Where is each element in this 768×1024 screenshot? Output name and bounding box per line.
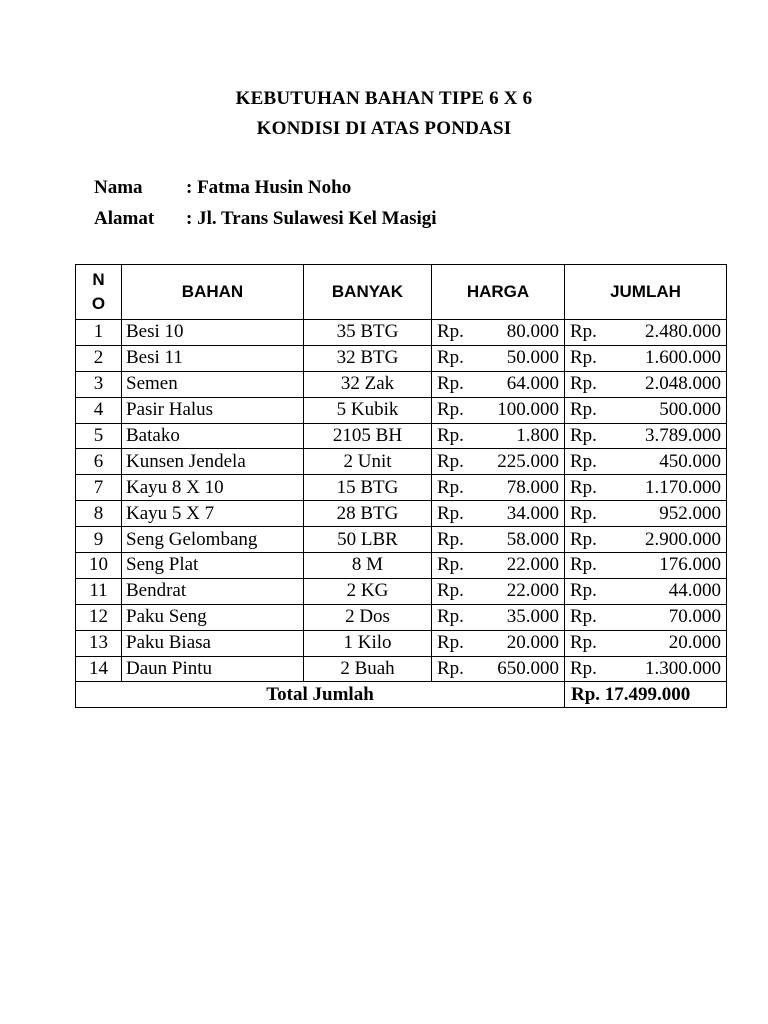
harga-amount: 650.000 — [497, 658, 559, 680]
jumlah-amount: 1.170.000 — [645, 476, 721, 498]
row-jumlah — [565, 578, 727, 604]
harga-amount: 22.000 — [506, 554, 559, 576]
table-row — [76, 345, 727, 371]
jumlah-amount: 952.000 — [659, 502, 721, 524]
currency-label: Rp. — [437, 554, 464, 576]
header-jumlah: JUMLAH — [565, 265, 727, 320]
row-bahan: Besi 11 — [122, 345, 304, 371]
table-row — [76, 423, 727, 449]
row-no: 7 — [76, 475, 122, 501]
currency-label: Rp. — [570, 450, 597, 472]
total-label: Total Jumlah — [76, 682, 565, 708]
row-bahan: Kayu 8 X 10 — [122, 475, 304, 501]
row-no: 2 — [76, 345, 122, 371]
row-bahan: Bendrat — [122, 578, 304, 604]
row-harga — [432, 345, 565, 371]
header-bahan: BAHAN — [122, 265, 304, 320]
row-banyak: 5 Kubik — [304, 397, 432, 423]
currency-label: Rp. — [437, 450, 464, 472]
row-banyak: 1 Kilo — [304, 630, 432, 656]
name-value: : Fatma Husin Noho — [186, 177, 352, 198]
header-no-line1: N — [92, 270, 105, 289]
harga-amount: 80.000 — [506, 321, 559, 343]
header-harga: HARGA — [432, 265, 565, 320]
table-row — [76, 656, 727, 682]
row-jumlah — [565, 423, 727, 449]
row-jumlah — [565, 371, 727, 397]
row-no: 3 — [76, 371, 122, 397]
harga-amount: 1.800 — [516, 425, 559, 446]
row-bahan: Pasir Halus — [122, 397, 304, 423]
row-banyak: 32 BTG — [304, 345, 432, 371]
currency-label: Rp. — [570, 580, 597, 602]
table-row — [76, 371, 727, 397]
row-banyak: 35 BTG — [304, 320, 432, 346]
table-row — [76, 527, 727, 553]
row-banyak: 2 Buah — [304, 656, 432, 682]
row-bahan: Kunsen Jendela — [122, 449, 304, 475]
row-bahan: Kayu 5 X 7 — [122, 501, 304, 527]
row-no: 5 — [76, 423, 122, 449]
harga-amount: 64.000 — [506, 373, 559, 395]
currency-label: Rp. — [570, 606, 597, 628]
jumlah-amount: 450.000 — [659, 450, 721, 472]
row-harga — [432, 578, 565, 604]
currency-label: Rp. — [570, 476, 597, 498]
harga-amount: 35.000 — [506, 606, 559, 628]
row-no: 9 — [76, 527, 122, 553]
row-harga — [432, 423, 565, 449]
row-harga — [432, 475, 565, 501]
currency-label: Rp. — [437, 658, 464, 680]
row-banyak: 28 BTG — [304, 501, 432, 527]
row-no: 6 — [76, 449, 122, 475]
total-value-text: Rp. 17.499.000 — [571, 683, 691, 705]
row-jumlah — [565, 501, 727, 527]
row-bahan: Paku Biasa — [122, 630, 304, 656]
row-no: 1 — [76, 320, 122, 346]
jumlah-amount: 20.000 — [668, 632, 721, 654]
row-bahan: Seng Gelombang — [122, 527, 304, 553]
currency-label: Rp. — [437, 502, 464, 524]
currency-label: Rp. — [437, 476, 464, 498]
currency-label: Rp. — [570, 321, 597, 343]
table-row — [76, 320, 727, 346]
jumlah-amount: 1.600.000 — [645, 347, 721, 369]
row-bahan: Semen — [122, 371, 304, 397]
harga-amount: 34.000 — [506, 502, 559, 524]
harga-amount: 20.000 — [506, 632, 559, 654]
currency-label: Rp. — [437, 528, 464, 550]
row-jumlah — [565, 553, 727, 579]
address-line — [94, 208, 437, 230]
harga-amount: 225.000 — [497, 450, 559, 472]
row-banyak: 2105 BH — [304, 423, 432, 449]
document-subtitle: KONDISI DI ATAS PONDASI — [256, 118, 512, 139]
row-jumlah — [565, 449, 727, 475]
harga-amount: 58.000 — [506, 528, 559, 550]
currency-label: Rp. — [437, 321, 464, 343]
row-banyak: 2 KG — [304, 578, 432, 604]
currency-label: Rp. — [570, 658, 597, 680]
table-row — [76, 578, 727, 604]
currency-label: Rp. — [437, 606, 464, 628]
header-no-line2: O — [91, 294, 106, 313]
currency-label: Rp. — [437, 347, 464, 369]
address-value: : Jl. Trans Sulawesi Kel Masigi — [186, 208, 437, 229]
row-banyak: 32 Zak — [304, 371, 432, 397]
jumlah-amount: 176.000 — [659, 554, 721, 576]
currency-label: Rp. — [570, 554, 597, 576]
table-row — [76, 449, 727, 475]
currency-label: Rp. — [437, 399, 464, 421]
harga-amount: 22.000 — [506, 580, 559, 602]
materials-table — [75, 264, 727, 708]
row-banyak: 50 LBR — [304, 527, 432, 553]
currency-label: Rp. — [437, 632, 464, 654]
table-row — [76, 604, 727, 630]
jumlah-amount: 44.000 — [668, 580, 721, 602]
harga-amount: 100.000 — [497, 399, 559, 421]
currency-label: Rp. — [437, 580, 464, 602]
row-no: 10 — [76, 553, 122, 579]
currency-label: Rp. — [570, 425, 597, 446]
header-no — [76, 265, 122, 320]
row-harga — [432, 501, 565, 527]
currency-label: Rp. — [437, 425, 464, 446]
jumlah-amount: 1.300.000 — [645, 658, 721, 680]
row-banyak: 2 Unit — [304, 449, 432, 475]
row-no: 8 — [76, 501, 122, 527]
row-harga — [432, 630, 565, 656]
jumlah-amount: 2.048.000 — [645, 373, 721, 395]
currency-label: Rp. — [570, 632, 597, 654]
row-harga — [432, 320, 565, 346]
row-jumlah — [565, 656, 727, 682]
table-row — [76, 475, 727, 501]
currency-label: Rp. — [570, 399, 597, 421]
row-no: 13 — [76, 630, 122, 656]
row-no: 4 — [76, 397, 122, 423]
row-jumlah — [565, 604, 727, 630]
row-harga — [432, 449, 565, 475]
table-row — [76, 397, 727, 423]
row-harga — [432, 371, 565, 397]
row-banyak: 15 BTG — [304, 475, 432, 501]
row-bahan: Batako — [122, 423, 304, 449]
row-bahan: Paku Seng — [122, 604, 304, 630]
currency-label: Rp. — [437, 373, 464, 395]
row-bahan: Seng Plat — [122, 553, 304, 579]
jumlah-amount: 3.789.000 — [645, 425, 721, 446]
row-no: 12 — [76, 604, 122, 630]
total-value — [565, 682, 727, 708]
name-line — [94, 177, 351, 199]
document-title: KEBUTUHAN BAHAN TIPE 6 X 6 — [235, 88, 533, 109]
row-no: 14 — [76, 656, 122, 682]
total-row — [76, 682, 727, 708]
table-row — [76, 501, 727, 527]
row-jumlah — [565, 397, 727, 423]
name-label: Nama — [94, 177, 143, 198]
address-label: Alamat — [94, 208, 155, 229]
table-body — [76, 320, 727, 682]
row-banyak: 2 Dos — [304, 604, 432, 630]
row-harga — [432, 656, 565, 682]
jumlah-amount: 2.900.000 — [645, 528, 721, 550]
row-harga — [432, 553, 565, 579]
harga-amount: 50.000 — [506, 347, 559, 369]
row-no: 11 — [76, 578, 122, 604]
row-harga — [432, 527, 565, 553]
currency-label: Rp. — [570, 502, 597, 524]
currency-label: Rp. — [570, 347, 597, 369]
table-row — [76, 553, 727, 579]
row-banyak: 8 M — [304, 553, 432, 579]
jumlah-amount: 500.000 — [659, 399, 721, 421]
row-jumlah — [565, 345, 727, 371]
row-bahan: Besi 10 — [122, 320, 304, 346]
row-jumlah — [565, 630, 727, 656]
row-harga — [432, 397, 565, 423]
currency-label: Rp. — [570, 373, 597, 395]
jumlah-amount: 2.480.000 — [645, 321, 721, 343]
row-jumlah — [565, 527, 727, 553]
currency-label: Rp. — [570, 528, 597, 550]
row-harga — [432, 604, 565, 630]
row-jumlah — [565, 320, 727, 346]
table-header-row — [76, 265, 727, 320]
header-banyak: BANYAK — [304, 265, 432, 320]
row-bahan: Daun Pintu — [122, 656, 304, 682]
jumlah-amount: 70.000 — [668, 606, 721, 628]
row-jumlah — [565, 475, 727, 501]
harga-amount: 78.000 — [506, 476, 559, 498]
table-row — [76, 630, 727, 656]
